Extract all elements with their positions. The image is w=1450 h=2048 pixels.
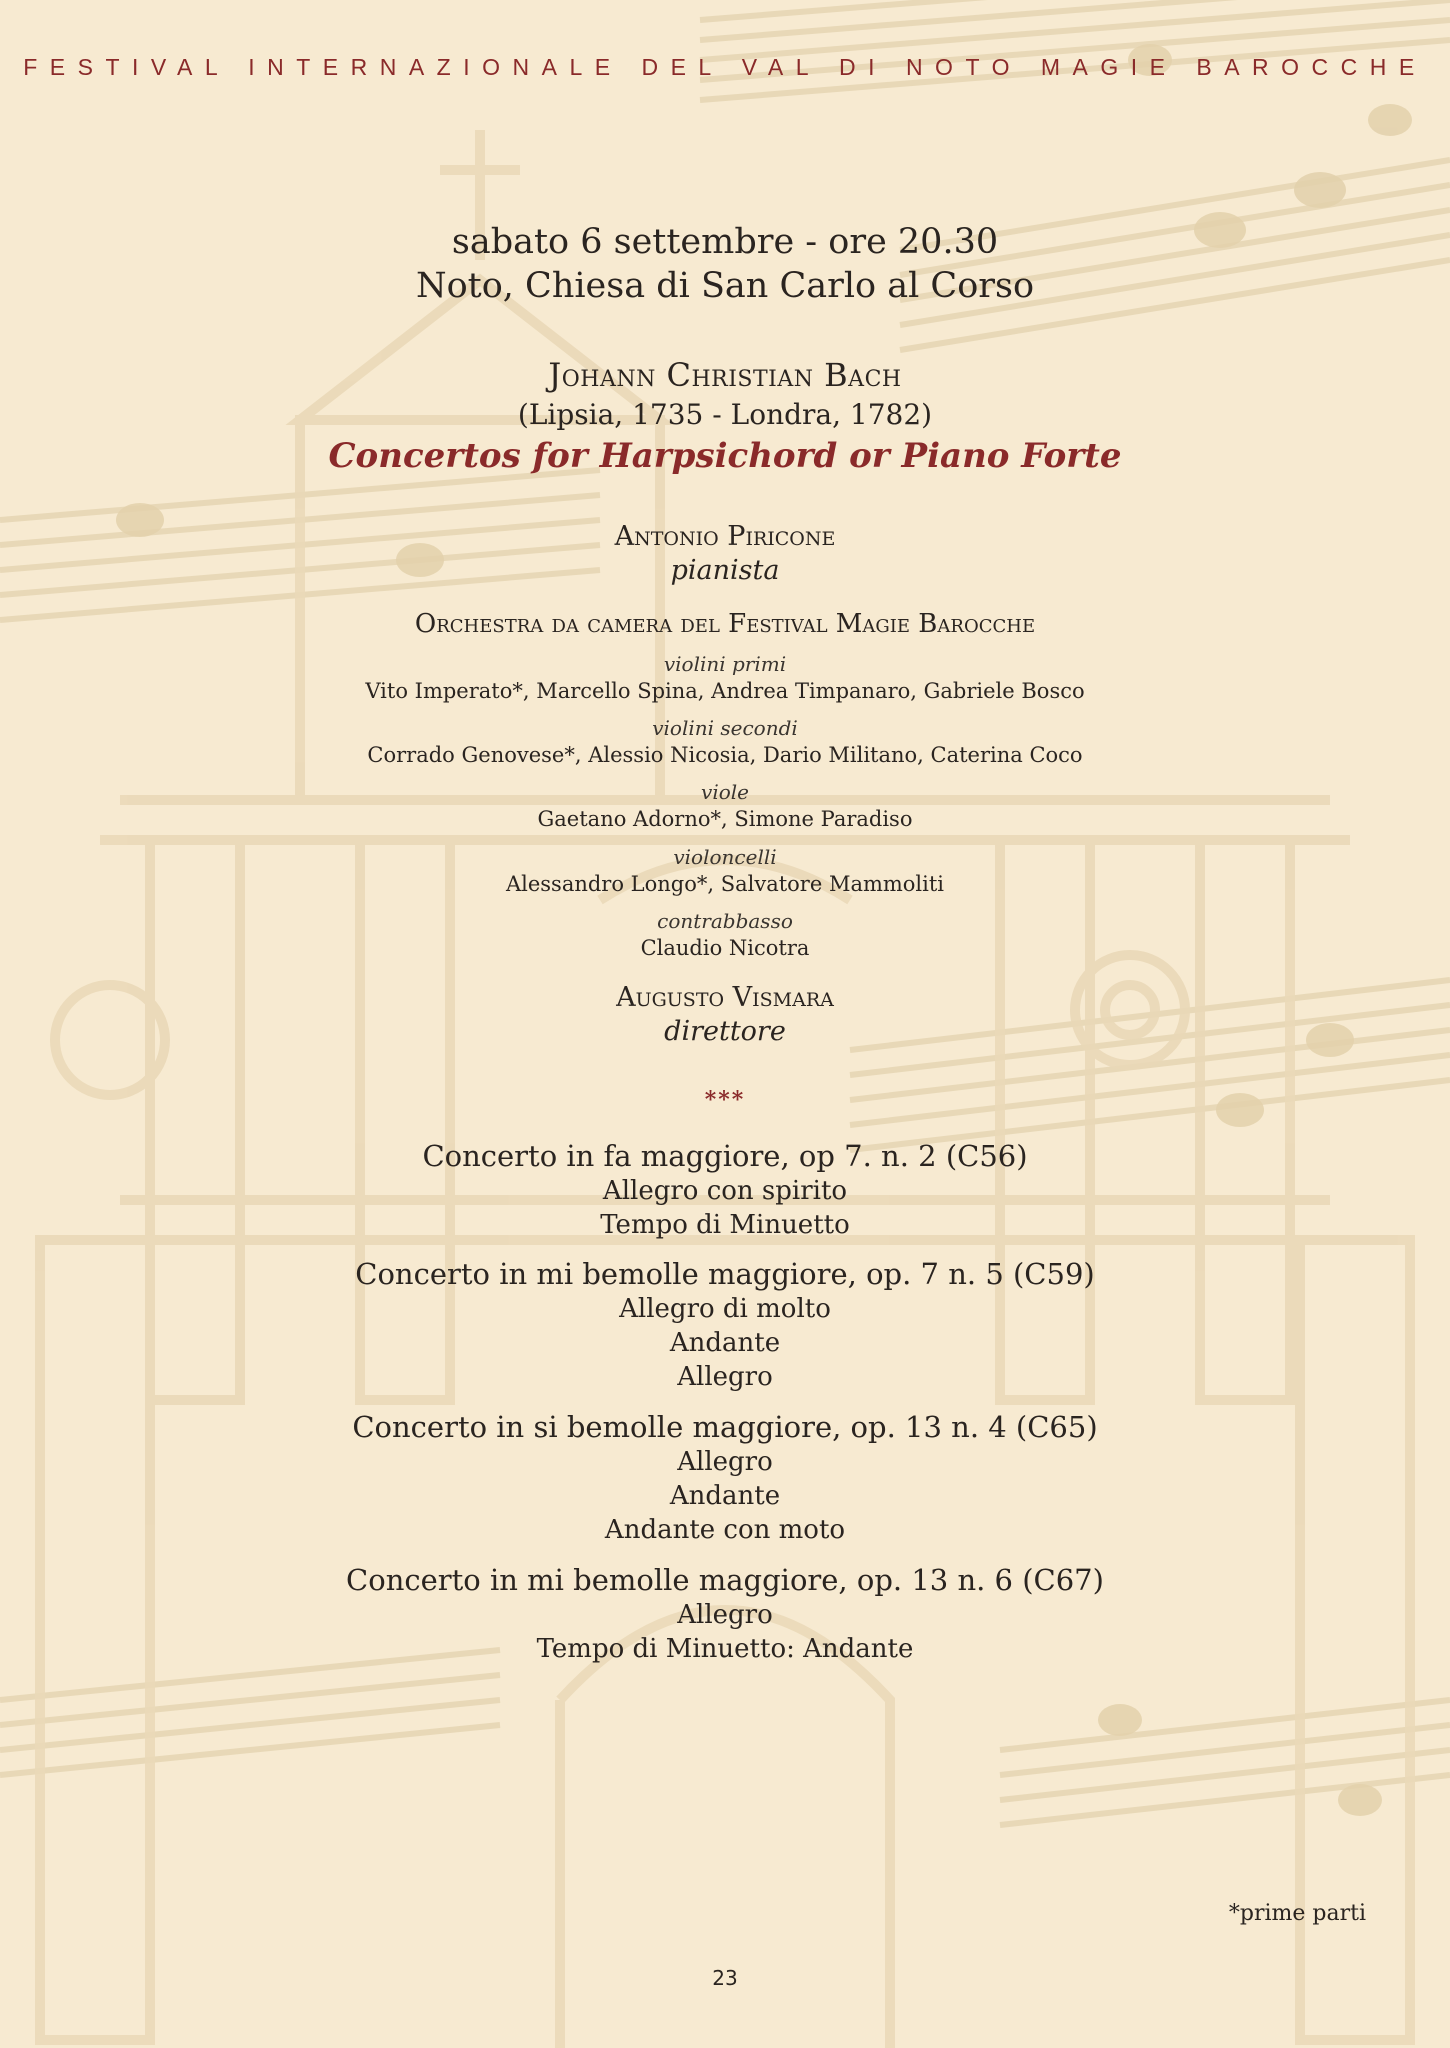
movement: Allegro [677, 1600, 773, 1630]
program-item [0, 1138, 1450, 1242]
movement: Allegro [677, 1447, 773, 1477]
composer-name: Johann Christian Bach [548, 356, 902, 394]
section-label: violoncelli [673, 845, 777, 869]
movement: Allegro [677, 1362, 773, 1392]
page-number: 23 [712, 1966, 738, 1990]
section-separator: *** [704, 1087, 746, 1113]
orchestra-section [0, 779, 1450, 833]
section-members: Alessandro Longo*, Salvatore Mammoliti [505, 872, 945, 896]
soloist-role: pianista [670, 555, 780, 586]
program-item [0, 1256, 1450, 1394]
conductor-role: direttore [664, 1016, 786, 1047]
section-label: contrabbasso [657, 909, 793, 933]
soloist-name: Antonio Piricone [614, 521, 836, 552]
orchestra-section [0, 651, 1450, 705]
section-label: violini secondi [652, 716, 798, 740]
orchestra-section [0, 715, 1450, 769]
footnote: *prime parti [1228, 1901, 1366, 1926]
section-label: viole [701, 780, 749, 804]
concerto-title: Concerto in fa maggiore, op 7. n. 2 (C56) [422, 1139, 1028, 1173]
program-item [0, 1409, 1450, 1547]
movement: Andante [669, 1328, 781, 1358]
orchestra-section [0, 844, 1450, 898]
concerto-title: Concerto in mi bemolle maggiore, op. 13 n. 6 (C67) [346, 1563, 1104, 1597]
section-members: Corrado Genovese*, Alessio Nicosia, Dario Militano, Caterina Coco [367, 743, 1083, 767]
movement: Tempo di Minuetto [600, 1210, 850, 1240]
work-title: Concertos for Harpsichord or Piano Forte [328, 436, 1122, 476]
concerto-title: Concerto in mi bemolle maggiore, op. 7 n. 5 (C59) [355, 1257, 1095, 1291]
movement: Andante con moto [604, 1515, 846, 1545]
composer-lifespan: (Lipsia, 1735 - Londra, 1782) [517, 398, 933, 431]
section-members: Gaetano Adorno*, Simone Paradiso [537, 807, 913, 831]
movement: Allegro di molto [619, 1294, 831, 1324]
conductor-name: Augusto Vismara [616, 982, 834, 1013]
concerto-title: Concerto in si bemolle maggiore, op. 13 n. 4 (C65) [352, 1410, 1098, 1444]
program-item [0, 1562, 1450, 1666]
event-venue: Noto, Chiesa di San Carlo al Corso [415, 266, 1035, 306]
movement: Andante [669, 1481, 781, 1511]
section-label: violini primi [663, 652, 787, 676]
section-members: Claudio Nicotra [640, 936, 810, 960]
movement: Allegro con spirito [602, 1176, 848, 1206]
event-info [0, 220, 1450, 308]
festival-header: FESTIVAL INTERNAZIONALE DEL VAL DI NOTO MAGIE BAROCCHE [23, 54, 1427, 80]
section-members: Vito Imperato*, Marcello Spina, Andrea Timpanaro, Gabriele Bosco [365, 679, 1085, 703]
orchestra-name: Orchestra da camera del Festival Magie Barocche [414, 609, 1036, 639]
orchestra-section [0, 908, 1450, 962]
event-date-time: sabato 6 settembre - ore 20.30 [451, 222, 999, 262]
movement: Tempo di Minuetto: Andante [536, 1634, 914, 1664]
